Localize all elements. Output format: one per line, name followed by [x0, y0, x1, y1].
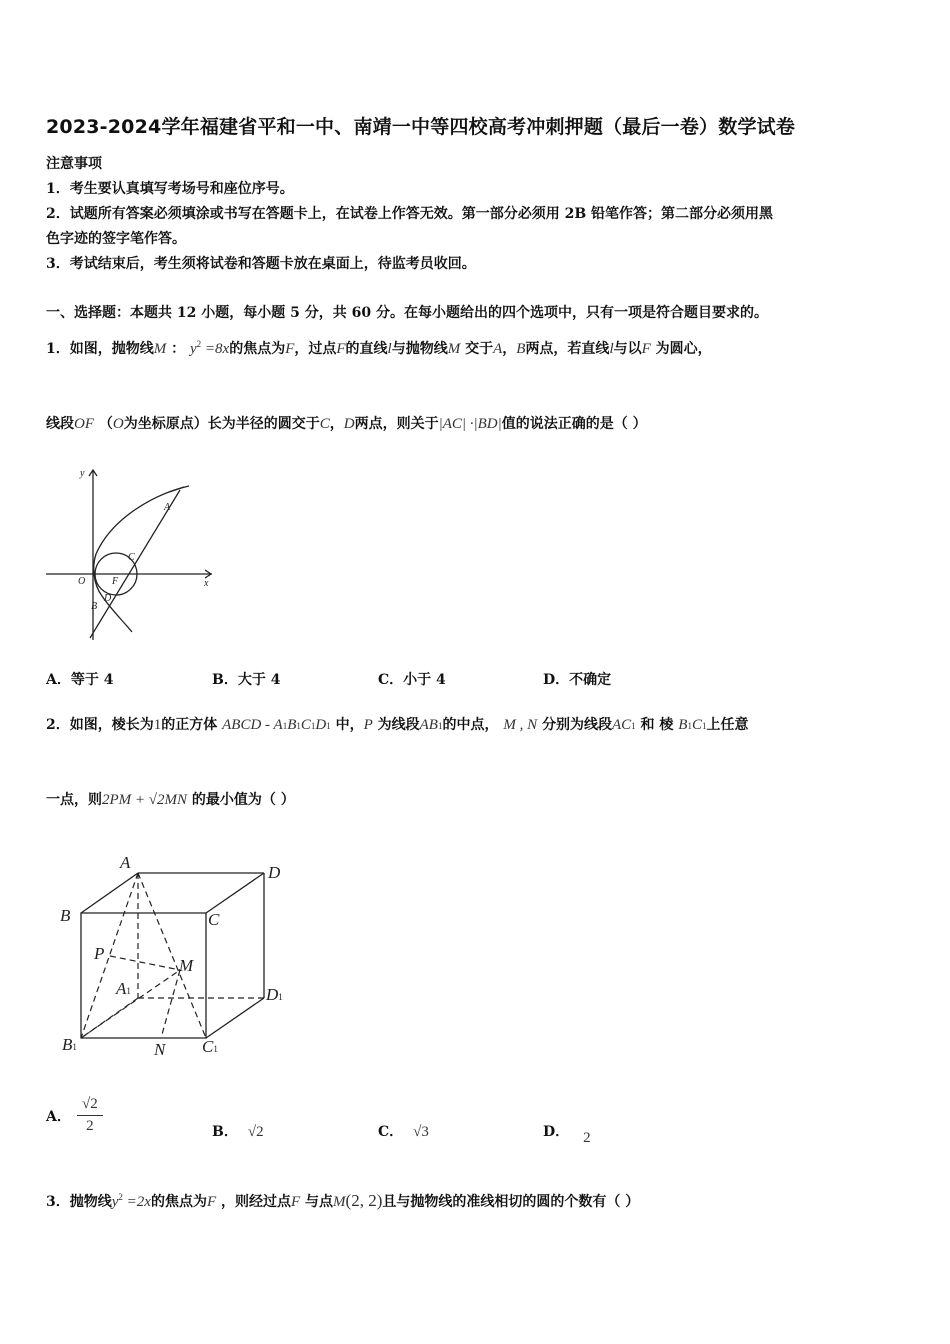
q1-text: 为圆心， [655, 341, 712, 357]
q2-text: 的中点， [442, 717, 499, 733]
q2-cube-name [222, 717, 331, 733]
q1-var-F: F [285, 341, 295, 357]
q1-var-O: O [112, 416, 124, 432]
axis-label-y: y [80, 468, 85, 479]
q2-cube-figure [56, 848, 296, 1064]
q2-sub: 1 [296, 721, 301, 731]
q1-comma: ， [329, 416, 344, 432]
vertex-sub: 1 [278, 992, 283, 1002]
vertex-label-D1 [265, 985, 283, 1004]
point-label-P: P [94, 944, 105, 963]
q2-option-a[interactable] [46, 1096, 103, 1135]
q1-var-l: l [387, 341, 392, 357]
q1-var-D: D [343, 416, 355, 432]
cube-edge [206, 873, 264, 913]
q2-cube-part: B [287, 717, 297, 733]
q3-var-F: F [206, 1194, 217, 1210]
q1-equation [190, 341, 229, 357]
q2-seg: C [691, 717, 702, 733]
q1-option-d[interactable]: D．不确定 [543, 672, 612, 688]
q1-text: （ [98, 416, 113, 432]
point-label-D: D [104, 593, 112, 604]
q1-text: 为坐标原点）长为半径的圆交于 [123, 416, 320, 432]
q3-text: ，则经过点 [221, 1194, 291, 1210]
q2-text: 一点，则 [46, 792, 102, 808]
q3-eq-y: y [111, 1194, 119, 1210]
q2-text: 中， [335, 717, 364, 733]
q2-sub: 1 [282, 721, 288, 731]
notice-item: 1．考生要认真填写考场号和座位序号。 [46, 181, 294, 197]
q1-text: 值的说法正确的是（ ） [501, 416, 647, 432]
vertex-letter: D [266, 985, 279, 1004]
q2-segment-B1C1 [678, 717, 706, 733]
q2-cube-part: D [315, 717, 327, 733]
cube-edge [81, 873, 138, 913]
q1-text: 与以 [613, 341, 642, 357]
q1-text: 1．如图，抛物线 [46, 341, 154, 357]
segment-MN [161, 970, 180, 1038]
q2-var-P: P [363, 717, 373, 733]
parabola-curve [94, 486, 189, 632]
q1-var-A: A [493, 341, 503, 357]
vertex-letter: A [116, 979, 127, 998]
q3-text: 与点 [305, 1194, 334, 1210]
q2-option-c[interactable] [378, 1121, 429, 1141]
q1-var-B: B [516, 341, 526, 357]
q1-parabola-figure [44, 462, 214, 642]
point-label-C: C [128, 552, 135, 563]
q1-option-b[interactable]: B．大于 4 [212, 672, 281, 688]
q2-cube-part: ABCD - A [222, 717, 283, 733]
q2-sub: 1 [437, 721, 443, 731]
fraction-denominator: 2 [86, 1118, 94, 1134]
q1-var-C: C [319, 416, 330, 432]
option-value: √3 [413, 1124, 429, 1140]
q2-option-b[interactable] [212, 1121, 264, 1141]
q1-var-OF: OF [74, 416, 94, 432]
vertex-label-C: C [208, 910, 220, 929]
q1-expression: |AC| ·|BD| [438, 416, 502, 432]
q1-text: 的直线 [345, 341, 388, 357]
q1-text: 两点，若直线 [525, 341, 610, 357]
notice-item: 2．试题所有答案必须填涂或书写在答题卡上，在试卷上作答无效。第一部分必须用 2B 铅笔作答；第二部分必须用黑 [46, 206, 774, 222]
vertex-sub: 1 [72, 1042, 77, 1052]
cube-edge [206, 998, 264, 1038]
q1-text: 线段 [46, 416, 74, 432]
vertex-label-B: B [60, 906, 71, 925]
notice-item: 3．考试结束后，考生须将试卷和答题卡放在桌面上，待监考员收回。 [46, 256, 476, 272]
vertex-label-C1 [202, 1037, 218, 1056]
option-label: D． [543, 1124, 570, 1140]
vertex-sub: 1 [126, 986, 131, 996]
q3-equation [112, 1194, 151, 1210]
q2-sub: 1 [326, 721, 331, 731]
q2-sub: 1 [701, 721, 707, 731]
q2-text: 2．如图，棱长为 [46, 717, 154, 733]
q1-option-a[interactable]: A．等于 4 [46, 672, 114, 688]
q3-text: 的焦点为 [150, 1194, 207, 1210]
vertex-label-D: D [268, 863, 281, 882]
fraction [77, 1096, 103, 1135]
q1-text: 交于 [465, 341, 494, 357]
q2-sub: 1 [310, 721, 316, 731]
vertex-letter: C [202, 1037, 214, 1056]
section-heading: 一、选择题：本题共 12 小题，每小题 5 分，共 60 分。在每小题给出的四个选项中，只有一项是符合题目要求的。 [46, 305, 768, 321]
q3-text: 3．抛物线 [46, 1194, 112, 1210]
q2-seg: B [678, 717, 688, 733]
q3-var-F: F [291, 1194, 301, 1210]
q2-edge-length: 1 [153, 717, 162, 733]
option-label: A． [46, 1108, 71, 1125]
option-value: 2 [583, 1130, 591, 1146]
q2-text: 的最小值为（ ） [191, 792, 295, 808]
q2-text: 和 棱 [640, 717, 674, 733]
q2-line1 [46, 714, 748, 734]
segment-AC1 [138, 873, 206, 1038]
q2-text: 的正方体 [161, 717, 218, 733]
q1-var-F: F [641, 341, 651, 357]
q2-vars-MN: M , N [503, 717, 538, 733]
q3-eq-rhs: =2x [122, 1194, 151, 1210]
q2-segment-AB1 [420, 717, 443, 733]
q3-var-M: M [333, 1194, 346, 1210]
q2-text: 为线段 [377, 717, 420, 733]
q3-eq-sup: 2 [118, 1192, 123, 1202]
option-label: C． [378, 1124, 404, 1140]
notice-item: 色字迹的签字笔作答。 [46, 231, 186, 247]
q1-eq-y: y [190, 341, 197, 357]
q1-var-M: M [447, 341, 461, 357]
q1-eq-sup: 2 [196, 339, 202, 349]
q2-line2 [46, 789, 295, 809]
q2-expression: 2PM + √2MN [102, 792, 188, 808]
point-label-A: A [164, 502, 171, 513]
option-label: B． [212, 1124, 238, 1140]
q2-option-d[interactable] [543, 1121, 591, 1146]
q1-text: 两点，则关于 [354, 416, 439, 432]
cube-front-face [81, 913, 206, 1038]
fraction-bar [77, 1115, 103, 1116]
option-value: √2 [247, 1124, 264, 1140]
q1-var-l: l [609, 341, 614, 357]
q2-sub: 1 [631, 721, 636, 731]
q1-eq-rhs: =8x [201, 341, 230, 357]
point-label-F: F [112, 576, 119, 587]
q2-seg: AC [611, 717, 632, 733]
q1-line2 [46, 413, 647, 433]
notice-heading: 注意事项 [46, 156, 102, 172]
segment-PM [110, 956, 180, 970]
point-label-N: N [154, 1040, 166, 1059]
q1-line1 [46, 338, 712, 358]
q3-line1 [46, 1191, 639, 1211]
vertex-label-B1 [62, 1035, 77, 1054]
q3-point-coords: (2, 2) [345, 1191, 383, 1210]
segment-AB1 [81, 873, 138, 1038]
fraction-numerator: √2 [82, 1096, 98, 1112]
vertex-sub: 1 [213, 1044, 218, 1054]
point-label-O: O [78, 576, 86, 587]
vertex-label-A1 [115, 979, 131, 998]
point-label-M: M [179, 956, 194, 975]
axis-label-x: x [204, 578, 209, 589]
q1-text: ，过点 [294, 341, 337, 357]
q2-text: 上任意 [706, 717, 749, 733]
q3-text: 且与抛物线的准线相切的圆的个数有（ ） [382, 1194, 640, 1210]
q1-var-M: M [153, 341, 167, 357]
q1-colon: ： [171, 341, 186, 357]
q1-text: 与抛物线 [391, 341, 448, 357]
q2-seg: AB [419, 717, 438, 733]
q1-option-c[interactable]: C．小于 4 [378, 672, 446, 688]
vertex-label-A: A [120, 853, 131, 872]
q2-cube-part: C [300, 717, 311, 733]
q2-text: 分别为线段 [541, 717, 612, 733]
q1-text: 的焦点为 [229, 341, 286, 357]
q2-segment-AC1 [612, 717, 636, 733]
page-title: 2023-2024学年福建省平和一中、南靖一中等四校高考冲刺押题（最后一卷）数学试卷 [46, 116, 796, 138]
q1-var-F: F [336, 341, 346, 357]
q1-comma: ， [502, 341, 517, 357]
point-label-B: B [91, 601, 98, 612]
vertex-letter: B [62, 1035, 73, 1054]
line-l-extension [169, 487, 184, 492]
q2-sub: 1 [687, 721, 692, 731]
